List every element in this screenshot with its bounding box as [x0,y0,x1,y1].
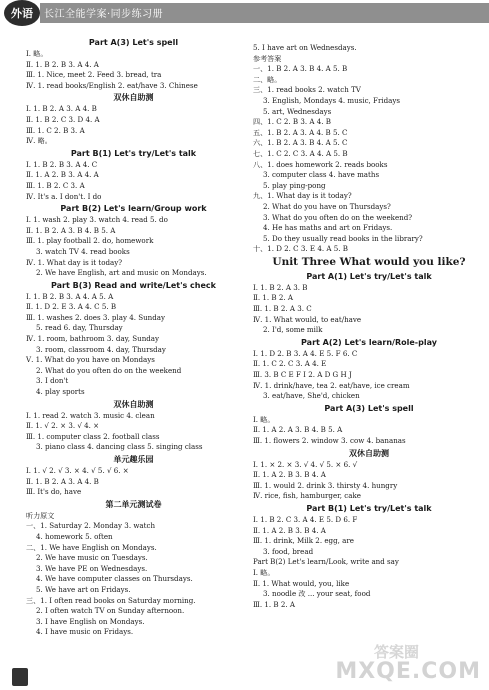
answer-line: Ⅳ. 1. room, bathroom 3. day, Sunday [26,334,160,344]
section-heading: Part B(3) Read and write/Let's check [51,280,216,290]
section-heading: 单元趣乐园 [113,455,154,464]
answer-line: 3. room, classroom 4. day, Thursday [36,344,166,354]
answer-line: 5. read 6. day, Thursday [36,323,123,333]
answer-line: Ⅰ. 1. B 2. A 3. B [253,282,308,292]
section-heading: 双休自助测 [113,93,154,103]
answer-line: Ⅲ. 1. B 2. A [253,599,295,609]
section-heading: Part B(2) Let's learn/Group work [60,204,207,214]
answer-line: Ⅰ. 1. D 2. B 3. A 4. E 5. F 6. C [253,348,358,358]
answer-line: 2. What do you have on Thursdays? [263,201,391,211]
answer-line: 3. computer class 4. have maths [263,170,380,180]
answer-line: 2. We have music on Tuesdays. [36,553,148,563]
answer-line: 二、略。 [253,74,282,84]
answer-line: 5. art, Wednesdays [263,106,332,116]
answer-line: 一、1. B 2. A 3. B 4. A 5. B [253,64,348,74]
answer-line: Ⅲ. 1. B 2. A 3. C [253,304,312,314]
answer-line: 3. English, Mondays 4. music, Fridays [263,95,401,105]
answer-line: 一、1. Saturday 2. Monday 3. watch [26,521,156,531]
answer-line: Ⅱ. 1. B 2. A [253,293,293,303]
answer-line: Ⅲ. 3. B C E F I 2. A D G H J [253,370,352,380]
answer-line: Part B(2) Let's learn/Look, write and say [253,557,399,567]
section-heading: Unit Three What would you like? [272,255,466,268]
answer-line: Ⅳ. 1. What would, to eat/have [253,314,362,324]
answer-line: Ⅲ. 1. computer class 2. football class [26,431,160,441]
answer-line: 三、1. I often read books on Saturday morning. [26,595,196,605]
page-header [0,0,489,26]
answer-line: Ⅱ. 1. B 2. A 3. A 4. B [26,476,99,486]
section-heading: Part B(1) Let's try/Let's talk [306,503,432,513]
section-heading: Part A(2) Let's learn/Role-play [301,337,437,347]
answer-line: Ⅰ. 1. B 2. C 3. A 4. E 5. D 6. F [253,514,358,524]
answer-line: Ⅳ. 1. read books/English 2. eat/have 3. Chinese [26,80,198,90]
answer-line: Ⅲ. 1. Nice, meet 2. Feed 3. bread, tra [26,70,162,80]
answer-line: 四、1. C 2. B 3. A 4. B [253,117,332,127]
section-heading: Part B(1) Let's try/Let's talk [70,148,197,158]
watermark-stamp: 答案圈 [373,643,419,661]
answer-line: Ⅰ. 1. B 2. A 3. A 4. B [26,104,97,114]
answer-line: 3. I have English on Mondays. [36,616,145,626]
answer-line: 4. play sports [36,387,85,397]
answer-line: Ⅳ. rice, fish, hamburger, cake [253,491,361,501]
answer-line: Ⅱ. 1. B 2. B 3. A 4. A [26,59,99,69]
answer-line: 5. We have art on Fridays. [36,584,131,594]
answer-line: 2. We have English, art and music on Mondays. [36,268,207,278]
section-heading: 第二单元测试卷 [105,499,162,509]
answer-line: Ⅱ. 1. B 2. A 3. B 4. B 5. A [26,225,116,235]
answer-line: Ⅰ. 1. wash 2. play 3. watch 4. read 5. do [26,215,168,225]
answer-line: Ⅰ. 略。 [253,567,275,577]
answer-line: 3. piano class 4. dancing class 5. singing class [36,442,203,452]
answer-line: 三、1. read books 2. watch TV [253,85,361,95]
section-heading: Part A(1) Let's try/Let's talk [306,271,432,281]
answer-line: Ⅰ. 1. B 2. B 3. A 4. C [26,159,98,169]
answer-line: 听力原文 [26,510,55,520]
answer-line: Ⅱ. 1. A 2. B 3. B 4. A [253,470,326,480]
answer-line: 六、1. B 2. A 3. B 4. A 5. C [253,138,348,148]
answer-line: Ⅰ. 1. read 2. watch 3. music 4. clean [26,410,155,420]
watermark: MXQE.COM [335,659,481,684]
answer-line: Ⅰ. 略。 [26,49,48,58]
answer-line: 5. Do they usually read books in the library? [263,233,423,243]
series-title: 长江全能学案·同步练习册 [44,9,164,20]
answer-line: 3. noodle 改 ... your seat, food [263,589,371,599]
answer-line: 二、1. We have English on Mondays. [26,542,157,552]
section-heading: 双休自助测 [349,448,389,458]
answer-line: 九、1. What day is it today? [253,191,352,201]
answer-line: Ⅱ. 1. D 2. E 3. A 4. C 5. B [26,302,117,312]
answer-line: 3. I don't [36,376,69,386]
answer-line: Ⅲ. 1. washes 2. does 3. play 4. Sunday [26,312,166,322]
answer-line: Ⅳ. 1. What day is it today? [26,257,123,267]
answer-line: Ⅳ. 1. drink/have, tea 2. eat/have, ice cream [253,380,410,390]
answer-line: Ⅱ. 1. A 2. B 3. A 4. A [26,170,99,180]
answer-line: Ⅲ. 1. flowers 2. window 3. cow 4. bananas [253,436,406,445]
answer-line: 十、1. D 2. C 3. E 4. A 5. B [253,244,348,254]
answer-line: Ⅰ. 略。 [253,414,275,424]
section-heading: 双休自助测 [113,399,154,409]
answer-line: Ⅳ. 略。 [26,136,52,146]
left-answer-column [26,36,241,638]
answer-line: Ⅲ. 1. would 2. drink 3. thirsty 4. hungry [253,480,398,490]
answer-line: 3. What do you often do on the weekend? [263,212,413,222]
answer-line: Ⅱ. 1. C 2. C 3. A 4. E [253,359,327,369]
answer-line: Ⅲ. 1. C 2. B 3. A [26,125,85,135]
answer-line: 七、1. C 2. C 3. A 4. A 5. B [253,148,348,158]
answer-line: 4. I have music on Fridays. [36,627,134,637]
answer-line: 2. I'd, some milk [263,325,323,335]
answer-line: Ⅰ. 1. × 2. × 3. √ 4. √ 5. × 6. √ [253,459,358,469]
series-logo: 外语 [4,0,40,26]
answer-line: 3. watch TV 4. read books [36,246,130,256]
answer-line: 2. What do you often do on the weekend [36,365,182,375]
right-answer-column [253,43,485,610]
answer-line: Ⅲ. 1. play football 2. do, homework [26,236,154,246]
answer-line: Ⅱ. 1. A 2. A 3. B 4. B 5. A [253,425,343,435]
answer-line: 3. eat/have, She'd, chicken [263,391,360,401]
answer-line: Ⅰ. 1. √ 2. √ 3. × 4. √ 5. √ 6. × [26,466,129,475]
answer-line: Ⅴ. 1. What do you have on Mondays [26,355,155,365]
answer-line: Ⅳ. It's a. I don't. I do [26,191,102,201]
answer-line: Ⅲ. 1. B 2. C 3. A [26,180,85,190]
answer-line: 4. He has maths and art on Fridays. [263,223,393,233]
answer-line: 4. We have computer classes on Thursdays. [36,574,193,584]
corner-decoration [12,668,28,686]
section-heading: Part A(3) Let's spell [88,38,179,47]
answer-line: 参考答案 [253,53,282,63]
answer-line: Ⅰ. 1. B 2. B 3. A 4. A 5. A [26,291,114,301]
answer-line: 3. food, bread [263,546,314,556]
answer-line: Ⅱ. 1. B 2. C 3. D 4. A [26,114,100,124]
answer-line: Ⅲ. It's do, have [26,487,82,497]
answer-line: Ⅱ. 1. A 2. B 3. B 4. A [253,525,326,535]
answer-line: 5. I have art on Wednesdays. [253,43,357,52]
answer-line: 4. homework 5. often [36,531,113,541]
answer-line: Ⅱ. 1. √ 2. × 3. √ 4. × [26,421,100,431]
section-heading: Part A(3) Let's spell [324,403,414,413]
answer-line: 5. play ping-pong [263,180,326,190]
answer-line: Ⅲ. 1. drink, Milk 2. egg, are [253,536,354,546]
answer-line: 3. We have PE on Wednesdays. [36,563,148,573]
answer-line: 五、1. B 2. A 3. A 4. B 5. C [253,127,348,137]
answer-line: 2. I often watch TV on Sunday afternoon. [36,606,185,616]
answer-line: 八、1. does homework 2. reads books [253,159,388,169]
answer-line: Ⅱ. 1. What would, you, like [253,578,350,588]
